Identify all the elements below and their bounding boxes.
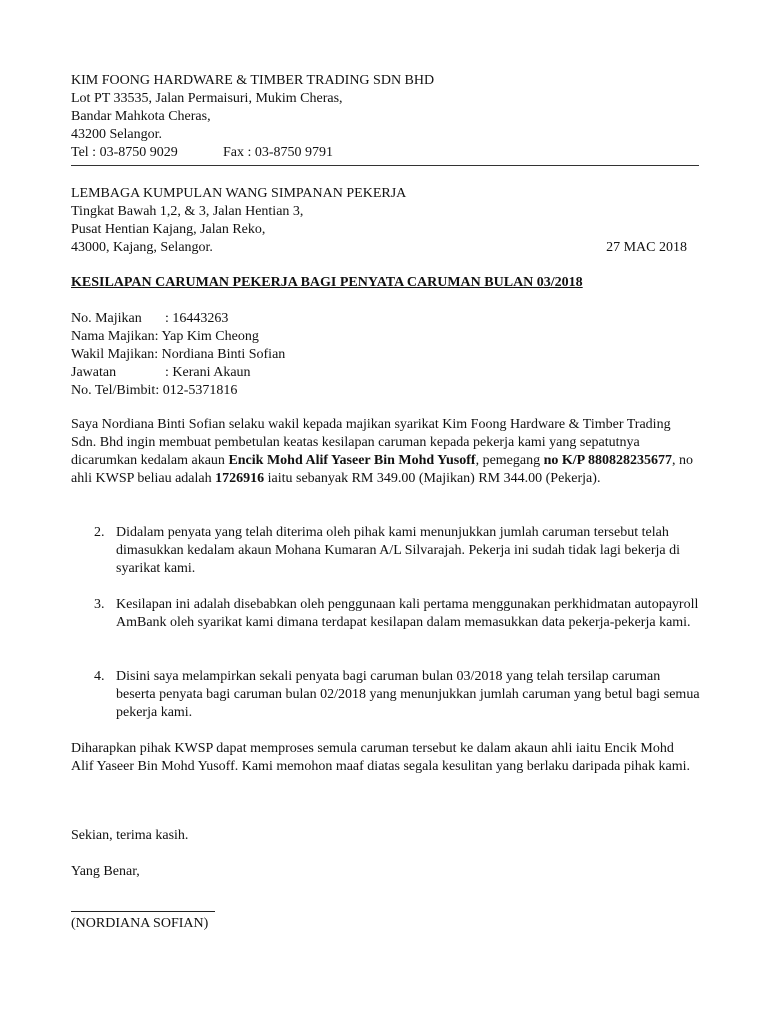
detail-key: No. Tel/Bimbit: [71, 383, 156, 398]
list-item-text: Didalam penyata yang telah diterima oleh pihak kami menunjukkan jumlah caruman tersebut telah dimasukkan kedalam akaun Mohana Kumaran A/L Silvarajah. Pekerja ini sudah tidak lagi bekerja di syarikat kami.: [116, 525, 680, 576]
para-text: , pemegang: [475, 453, 544, 468]
recipient-address-line-2: Pusat Hentian Kajang, Jalan Reko,: [71, 222, 266, 237]
recipient-address-line-3-row: [71, 239, 687, 257]
list-item: [94, 668, 702, 722]
detail-key: No. Majikan: [71, 311, 142, 326]
signature-line: [71, 911, 215, 912]
recipient-address-line-1: Tingkat Bawah 1,2, & 3, Jalan Hentian 3,: [71, 204, 304, 219]
employee-name: Encik Mohd Alif Yaseer Bin Mohd Yusoff: [228, 453, 476, 468]
detail-row: [71, 328, 285, 346]
sender-company-name: KIM FOONG HARDWARE & TIMBER TRADING SDN BHD: [71, 73, 435, 88]
list-item-number: 4.: [94, 669, 105, 684]
sender-address-line-1: Lot PT 33535, Jalan Permaisuri, Mukim Cheras,: [71, 91, 343, 106]
detail-row: [71, 310, 285, 328]
para-text: , no ahli KWSP beliau adalah: [71, 453, 693, 486]
employer-details: [71, 310, 285, 400]
signatory-name: (NORDIANA SOFIAN): [71, 916, 209, 931]
recipient-address-block: [71, 185, 687, 257]
detail-row: [71, 382, 285, 400]
sender-tel: Tel : 03-8750 9029: [71, 145, 178, 160]
detail-key: Jawatan: [71, 365, 117, 380]
closing-thanks: Sekian, terima kasih.: [71, 828, 189, 843]
sender-contact-line: [71, 144, 699, 162]
detail-value: : Yap Kim Cheong: [154, 329, 259, 344]
list-item-number: 3.: [94, 597, 105, 612]
list-item: [94, 596, 702, 632]
detail-value: : Kerani Akaun: [165, 365, 251, 380]
sender-address-block: [71, 72, 699, 162]
recipient-org-name: LEMBAGA KUMPULAN WANG SIMPANAN PEKERJA: [71, 186, 407, 201]
detail-value: : Nordiana Binti Sofian: [154, 347, 286, 362]
ic-number: no K/P 880828235677: [543, 453, 672, 468]
list-item: [94, 524, 702, 578]
sender-fax: Fax : 03-8750 9791: [223, 145, 334, 160]
detail-key: Nama Majikan: [71, 329, 155, 344]
para-text: Saya Nordiana Binti Sofian selaku wakil kepada majikan syarikat Kim Foong Hardware & Timber Trading Sdn. Bhd ingin membuat pembetulan keatas kesilapan caruman kepada pekerja kami yang sepatutnya dicarumkan kedalam akaun: [71, 417, 671, 468]
list-item-number: 2.: [94, 525, 105, 540]
list-item-text: Disini saya melampirkan sekali penyata bagi caruman bulan 03/2018 yang telah tersilap caruman beserta penyata bagi caruman bulan 02/2018 yang menunjukkan jumlah caruman yang betul bagi semua pekerja kami.: [116, 669, 700, 720]
kwsp-member-number: 1726916: [215, 471, 265, 486]
detail-value: : 16443263: [165, 311, 229, 326]
detail-key: Wakil Majikan: [71, 347, 155, 362]
letter-subject: KESILAPAN CARUMAN PEKERJA BAGI PENYATA CARUMAN BULAN 03/2018: [71, 275, 583, 290]
body-paragraph-1: [71, 416, 699, 488]
detail-value: : 012-5371816: [155, 383, 238, 398]
detail-row: [71, 364, 285, 382]
recipient-address-line-3: 43000, Kajang, Selangor.: [71, 240, 213, 255]
detail-row: [71, 346, 285, 364]
list-item-text: Kesilapan ini adalah disebabkan oleh penggunaan kali pertama menggunakan perkhidmatan autopayroll AmBank oleh syarikat kami dimana terdapat kesilapan dalam memasukkan data pekerja-pekerja kami.: [116, 597, 699, 630]
sender-address-line-3: 43200 Selangor.: [71, 127, 162, 142]
letter-date: 27 MAC 2018: [606, 240, 687, 255]
para-text: iaitu sebanyak RM 349.00 (Majikan) RM 344.00 (Pekerja).: [264, 471, 601, 486]
sender-address-line-2: Bandar Mahkota Cheras,: [71, 109, 211, 124]
header-divider: [71, 165, 699, 166]
closing-sign-off: Yang Benar,: [71, 864, 140, 879]
body-paragraph-closing: Diharapkan pihak KWSP dapat memproses semula caruman tersebut ke dalam akaun ahli iaitu Encik Mohd Alif Yaseer Bin Mohd Yusoff. Kami memohon maaf diatas segala kesulitan yang berlaku daripada pihak kami.: [71, 741, 690, 774]
